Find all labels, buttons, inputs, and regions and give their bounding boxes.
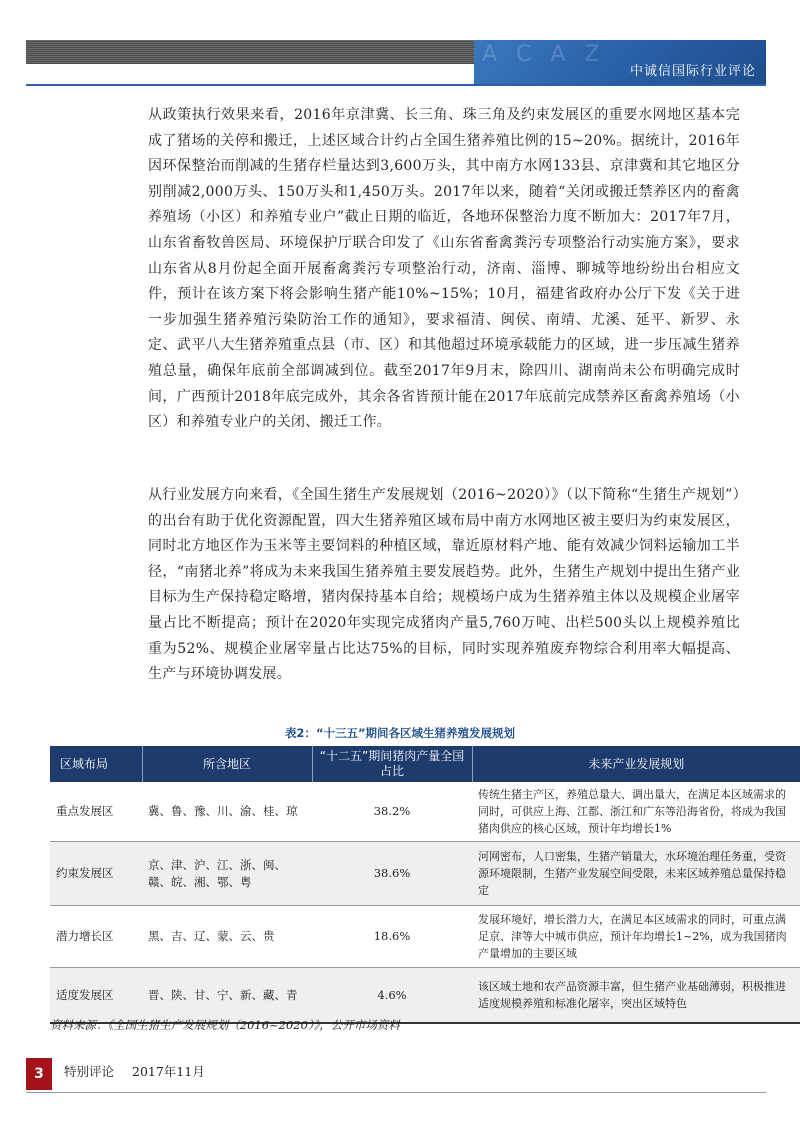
footer-text [64,1062,219,1080]
table-row [50,906,800,968]
cell-region: 潜力增长区 [50,906,142,968]
development-plan-table [50,746,800,1024]
cell-areas: 晋、陕、甘、宁、新、藏、青 [142,968,312,1024]
body-paragraph-1: 从政策执行效果来看，2016年京津冀、长三角、珠三角及约束发展区的重要水网地区基本完成了猪场的关停和搬迁，上述区域合计约占全国生猪养殖比例的15~20%。据统计，2016年因环保整治而削减的生猪存栏量达到3,600万头，其中南方水网133县、京津冀和其它地区分别削减2,000万头、150万头和1,450万头。2017年以来，随着“关闭或搬迁禁养区内的畜禽养殖场（小区）和养殖专业户”截止日期的临近，各地环保整治力度不断加大：2017年7月，山东省畜牧兽医局、环境保护厅联合印发了《山东省畜禽粪污专项整治行动实施方案》，要求山东省从8月份起全面开展畜禽粪污专项整治行动，济南、淄博、聊城等地纷纷出台相应文件，预计在该方案下将会影响生猪产能10%~15%；10月，福建省政府办公厅下发《关于进一步加强生猪养殖污染防治工作的通知》，要求福清、闽侯、南靖、尤溪、延平、新罗、永定、武平八大生猪养殖重点县（市、区）和其他超过环境承载能力的区域，进一步压减生猪养殖总量，确保年底前全部调减到位。截至2017年9月末，除四川、湖南尚未公布明确完成时间，广西预计2018年底完成外，其余各省皆预计能在2017年底前完成禁养区畜禽养殖场（小区）和养殖专业户的关闭、搬迁工作。 [148,107,740,431]
table-caption: 表2：“十三五”期间各区域生猪养殖发展规划 [284,726,516,740]
cell-share: 4.6% [312,968,472,1024]
header-decoration [474,40,766,84]
body-paragraph-2: 从行业发展方向来看，《全国生猪生产发展规划（2016~2020）》（以下简称“生猪生产规划”）的出台有助于优化资源配置，四大生猪养殖区域布局中南方水网地区被主要归为约束发展区，同时北方地区作为玉米等主要饲料的种植区域，靠近原材料产地、能有效减少饲料运输加工半径，“南猪北养”将成为未来我国生猪养殖主要发展趋势。此外，生猪生产规划中提出生猪产业目标为生产保持稳定略增，猪肉保持基本自给；规模场户成为生猪养殖主体以及规模企业屠宰量占比不断提高；预计在2020年实现完成猪肉产量5,760万吨、出栏500头以上规模养殖比重为52%、规模企业屠宰量占比达75%的目标，同时实现养殖废弃物综合利用率大幅提高、生产与环境协调发展。 [148,487,740,683]
cell-region: 适度发展区 [50,968,142,1024]
footer-divider [26,1092,766,1093]
header-areas: 所含地区 [142,746,312,782]
header-region: 区域布局 [50,746,142,782]
page-number-badge: 3 [26,1058,52,1090]
cell-share: 38.6% [312,842,472,906]
header-decor-glyphs: A C A Z [482,42,606,67]
cell-region: 重点发展区 [50,782,142,842]
table-row [50,782,800,842]
cell-future: 发展环境好，增长潜力大，在满足本区域需求的同时，可重点满足京、津等大中城市供应，预计年均增长1~2%，成为我国猪肉产量增加的主要区域 [472,906,800,968]
table-row [50,842,800,906]
header-share: “十二五”期间猪肉产量全国占比 [312,746,472,782]
cell-share: 18.6% [312,906,472,968]
cell-areas: 冀、鲁、豫、川、渝、桂、琼 [142,782,312,842]
header-divider [26,84,766,86]
cell-future: 传统生猪主产区，养殖总量大、调出量大，在满足本区域需求的同时，可供应上海、江都、浙江和广东等沿海省份，将成为我国猪肉供应的核心区域，预计年均增长1% [472,782,800,842]
footer-label: 特别评论 [64,1064,115,1079]
cell-future: 河网密布，人口密集，生猪产销量大，水环境治理任务重，受资源环境限制，生猪产业发展空间受限，未来区域养殖总量保持稳定 [472,842,800,906]
table-header-row [50,746,800,782]
footer-date: 2017年11月 [132,1064,205,1079]
header-title: 中诚信国际行业评论 [629,64,756,79]
table-source-note: 资料来源：《全国生猪生产发展规划（2016~2020）》，公开市场资料 [50,1018,400,1032]
cell-region: 约束发展区 [50,842,142,906]
cell-share: 38.2% [312,782,472,842]
header-future: 未来产业发展规划 [472,746,800,782]
table-row [50,968,800,1024]
cell-areas: 黑、吉、辽、蒙、云、贵 [142,906,312,968]
cell-future: 该区域土地和农产品资源丰富，但生猪产业基础薄弱，积极推进适度规模养殖和标准化屠宰，突出区域特色 [472,968,800,1024]
cell-areas: 京、津、沪、江、浙、闽、赣、皖、湘、鄂、粤 [142,842,312,906]
